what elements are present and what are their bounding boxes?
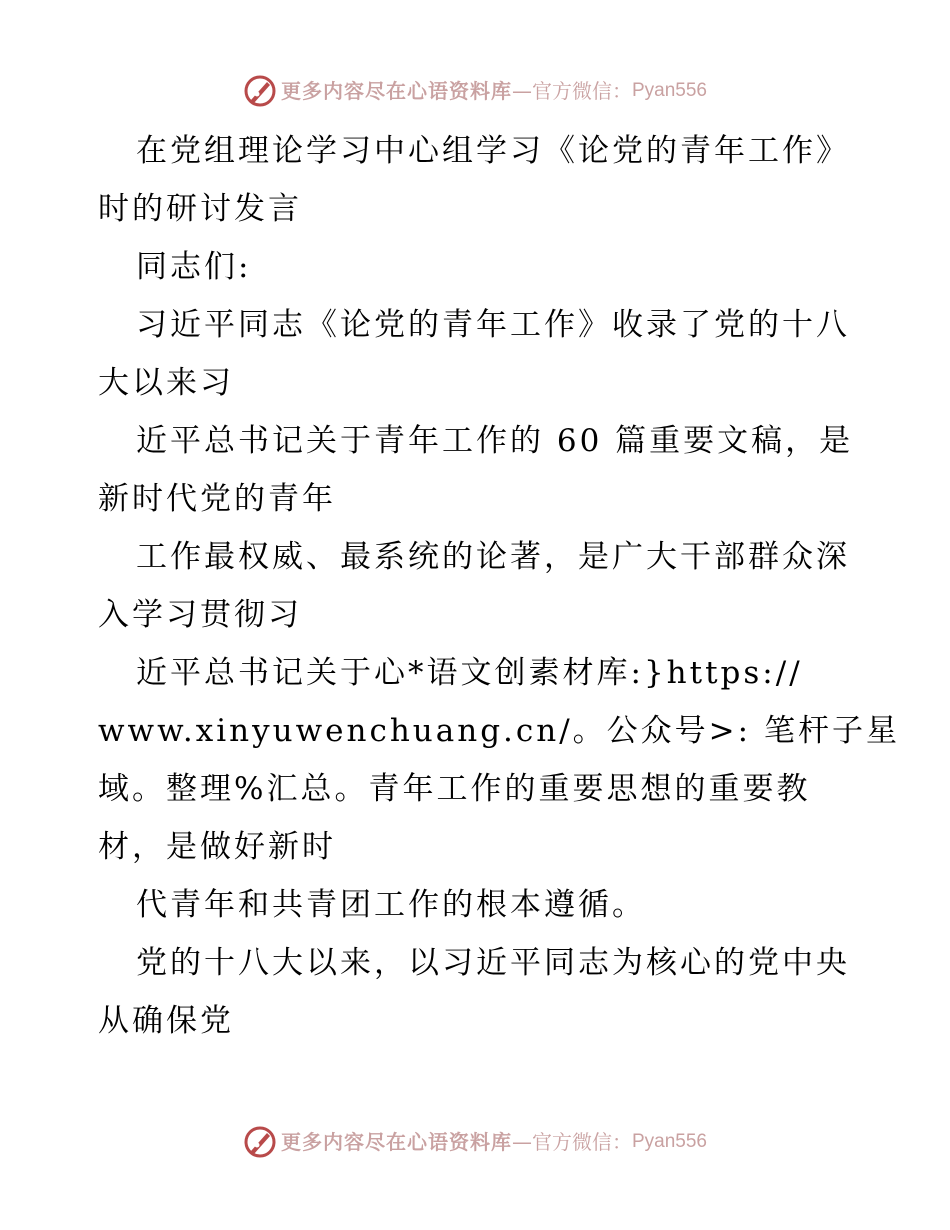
title-line-2: 时的研讨发言 [98,191,302,227]
banner-wechat-id: Pyan556 [631,80,707,101]
paragraph-line: 代青年和共青团工作的根本遵循。 [136,887,646,923]
banner-label: 官方微信： [531,1130,632,1154]
paragraph-line-url: www.xinyuwenchuang.cn/。公众号>: 笔杆子星 [98,713,900,749]
pen-logo-icon [243,74,277,108]
title-line-1: 在党组理论学习中心组学习《论党的青年工作》 [136,133,850,169]
banner-main-text: 更多内容尽在心语资料库 [280,79,512,103]
banner-main-text: 更多内容尽在心语资料库 [280,1130,512,1154]
paragraph-line: 近平总书记关于青年工作的 60 篇重要文稿，是 [136,423,854,459]
banner-wechat-id: Pyan556 [631,1131,707,1152]
paragraph-line: 入学习贯彻习 [98,597,302,633]
paragraph-line: 新时代党的青年 [98,481,336,517]
banner-separator: — [511,79,532,103]
pen-logo-icon [243,1125,277,1159]
paragraph-line: 域。整理%汇总。青年工作的重要思想的重要教 [98,771,811,807]
paragraph-line: 材，是做好新时 [98,829,336,865]
paragraph-line: 习近平同志《论党的青年工作》收录了党的十八 [136,307,850,343]
paragraph-line: 近平总书记关于心*语文创素材库:}https:// [136,655,803,691]
paragraph-line: 大以来习 [98,365,234,401]
salutation: 同志们: [136,249,252,285]
footer-watermark [0,1125,950,1159]
paragraph-line: 党的十八大以来，以习近平同志为核心的党中央 [136,945,850,981]
document-body [98,122,900,1050]
paragraph-line: 工作最权威、最系统的论著，是广大干部群众深 [136,539,850,575]
banner-separator: — [511,1130,532,1154]
header-watermark [0,74,950,108]
paragraph-line: 从确保党 [98,1003,234,1039]
banner-label: 官方微信： [531,79,632,103]
